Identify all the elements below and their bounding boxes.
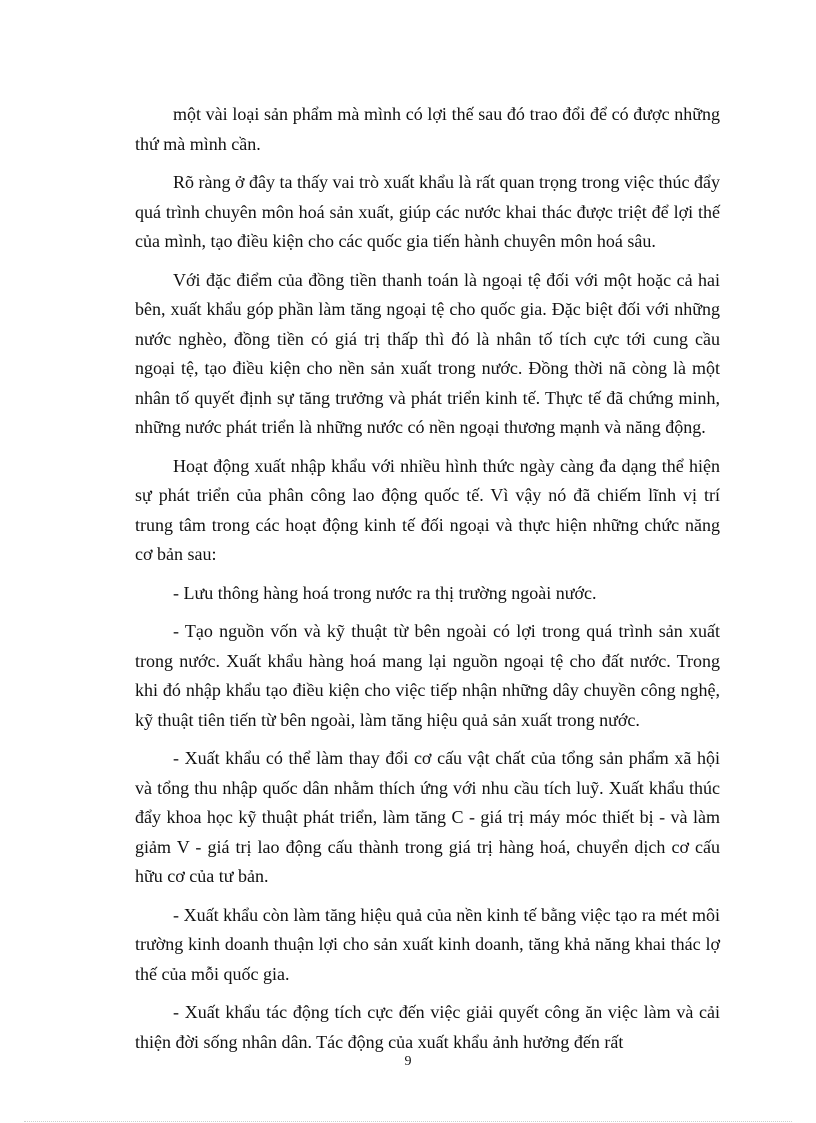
list-item-5: - Xuất khẩu tác động tích cực đến việc giải quyết công ăn việc làm và cải thiện đời sống nhân dân. Tác động của xuất khẩu ảnh hưởng đến rất <box>135 1002 720 1052</box>
page-bottom-rule <box>24 1121 792 1122</box>
list-item-3: - Xuất khẩu có thể làm thay đổi cơ cấu vật chất của tổng sản phẩm xã hội và tổng thu nhập quốc dân nhằm thích ứng với nhu cầu tích luỹ. Xuất khẩu thúc đẩy khoa học kỹ thuật phát triển, làm tăng C - giá trị máy móc thiết bị - và làm giảm V - giá trị lao động cấu thành trong giá trị hàng hoá, chuyển dịch cơ cấu hữu cơ của tư bản. <box>135 748 720 886</box>
list-item-1: - Lưu thông hàng hoá trong nước ra thị trường ngoài nước. <box>173 582 597 603</box>
body-text <box>135 100 720 1066</box>
paragraph-3: Với đặc điểm của đồng tiền thanh toán là ngoại tệ đối với một hoặc cả hai bên, xuất khẩu góp phần làm tăng ngoại tệ cho quốc gia. Đặc biệt đối với những nước nghèo, đồng tiền có giá trị thấp thì đó là nhân tố tích cực tới cung cầu ngoại tệ, tạo điều kiện cho nền sản xuất trong nước. Đồng thời nã còng là một nhân tố quyết định sự tăng trưởng và phát triển kinh tế. Thực tế đã chứng minh, những nước phát triển là những nước có nền ngoại thương mạnh và năng động. <box>135 269 720 437</box>
list-item-2: - Tạo nguồn vốn và kỹ thuật từ bên ngoài có lợi trong quá trình sản xuất trong nước. Xuất khẩu hàng hoá mang lại nguồn ngoại tệ cho đất nước. Trong khi đó nhập khẩu tạo điều kiện cho việc tiếp nhận những dây chuyền công nghệ, kỹ thuật tiên tiến từ bên ngoài, làm tăng hiệu quả sản xuất trong nước. <box>135 621 720 730</box>
paragraph-2: Rõ ràng ở đây ta thấy vai trò xuất khẩu là rất quan trọng trong việc thúc đẩy quá trình chuyên môn hoá sản xuất, giúp các nước khai thác được triệt để lợi thế của mình, tạo điều kiện cho các quốc gia tiến hành chuyên môn hoá sâu. <box>135 172 720 251</box>
list-item-4: - Xuất khẩu còn làm tăng hiệu quả của nền kinh tế bằng việc tạo ra mét môi trường kinh doanh thuận lợi cho sản xuất kinh doanh, tăng khả năng khai thác lợ thế của mỗi quốc gia. <box>135 904 720 984</box>
paragraph-4: Hoạt động xuất nhập khẩu với nhiều hình thức ngày càng đa dạng thể hiện sự phát triển của phân công lao động quốc tế. Vì vậy nó đã chiếm lĩnh vị trí trung tâm trong các hoạt động kinh tế đối ngoại và thực hiện những chức năng cơ bản sau: <box>135 455 720 564</box>
page-number: 9 <box>404 1054 412 1069</box>
paragraph-1: một vài loại sản phẩm mà mình có lợi thế sau đó trao đổi để có được những thứ mà mình cần. <box>135 104 720 154</box>
